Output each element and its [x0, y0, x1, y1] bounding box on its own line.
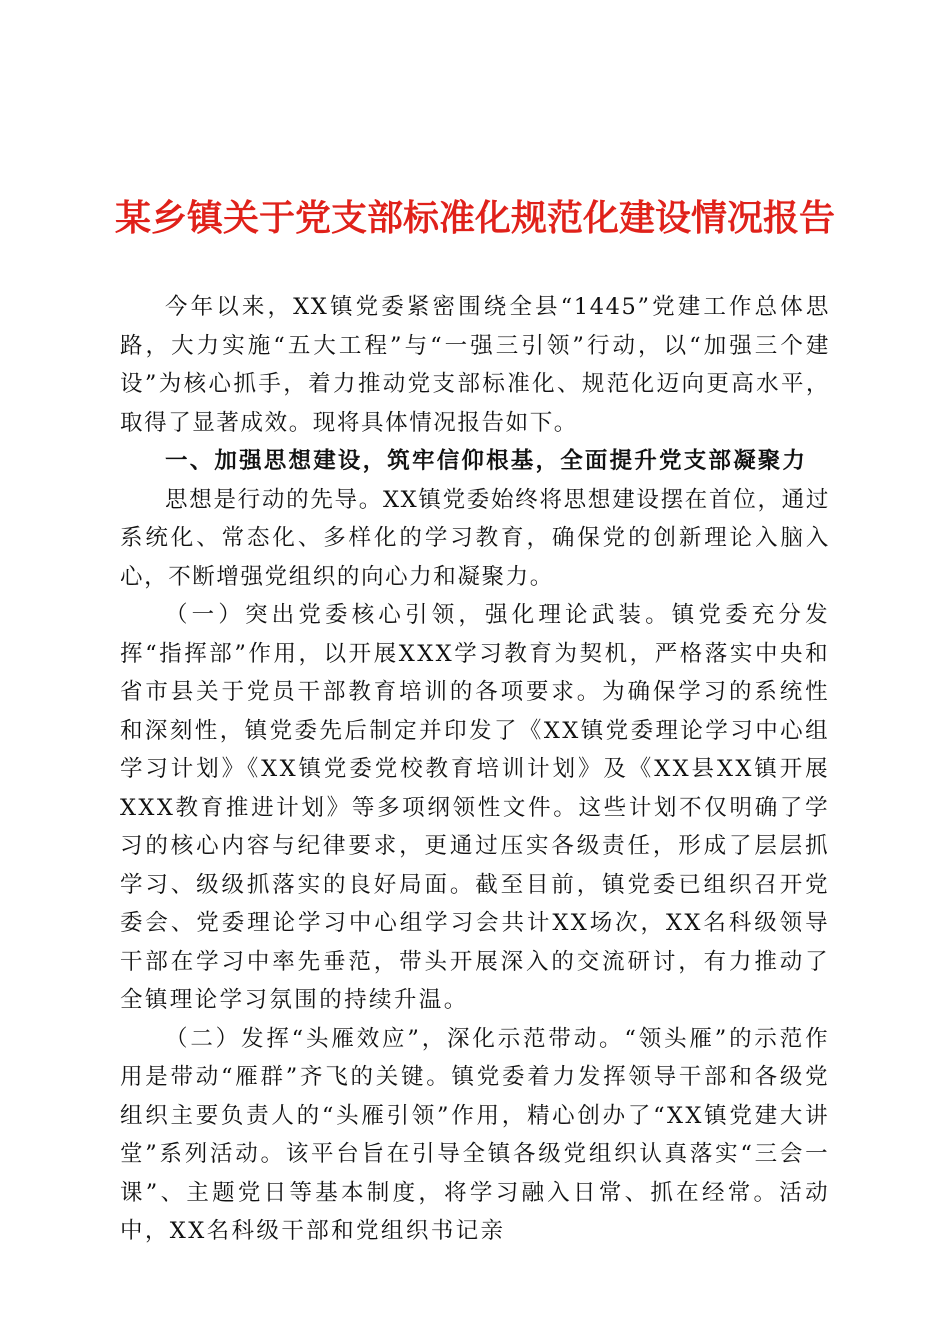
intro-paragraph: 今年以来，XX镇党委紧密围绕全县“1445”党建工作总体思路，大力实施“五大工程”与“一强三引领”行动，以“加强三个建设”为核心抓手，着力推动党支部标准化、规范化迈向更高水平，取得了显著成效。现将具体情况报告如下。 — [120, 294, 830, 436]
section-1-lead-paragraph: 思想是行动的先导。XX镇党委始终将思想建设摆在首位，通过系统化、常态化、多样化的学习教育，确保党的创新理论入脑入心，不断增强党组织的向心力和凝聚力。 — [120, 486, 830, 590]
subsection-2-paragraph — [120, 1020, 830, 1251]
subsection-1-body: 镇党委充分发挥“指挥部”作用，以开展XXX学习教育为契机，严格落实中央和省市县关于党员干部教育培训的各项要求。为确保学习的系统性和深刻性，镇党委先后制定并印发了《XX镇党委理论学习中心组学习计划》《XX镇党委党校教育培训计划》及《XX县XX镇开展XXX教育推进计划》等多项纲领性文件。这些计划不仅明确了学习的核心内容与纪律要求，更通过压实各级责任，形成了层层抓学习、级级抓落实的良好局面。截至目前，镇党委已组织召开党委会、党委理论学习中心组学习会共计XX场次，XX名科级领导干部在学习中率先垂范，带头开展深入的交流研讨，有力推动了全镇理论学习氛围的持续升温。 — [120, 602, 830, 1013]
document-body — [120, 288, 830, 1251]
subsection-1-title: （一）突出党委核心引领，强化理论武装。 — [165, 602, 672, 628]
subsection-2-title: （二）发挥“头雁效应”，深化示范带动。 — [165, 1025, 625, 1052]
document-title: 某乡镇关于党支部标准化规范化建设情况报告 — [114, 197, 835, 239]
subsection-2-body: “领头雁”的示范作用是带动“雁群”齐飞的关键。镇党委着力发挥领导干部和各级党组织主要负责人的“头雁引领”作用，精心创办了“XX镇党建大讲堂”系列活动。该平台旨在引导全镇各级党组织认真落实“三会一课”、主题党日等基本制度，将学习融入日常、抓在经常。活动中，XX名科级干部和党组织书记亲 — [120, 1025, 831, 1244]
section-1-heading: 一、加强思想建设，筑牢信仰根基，全面提升党支部凝聚力 — [165, 448, 808, 474]
subsection-1-paragraph — [120, 596, 830, 1020]
